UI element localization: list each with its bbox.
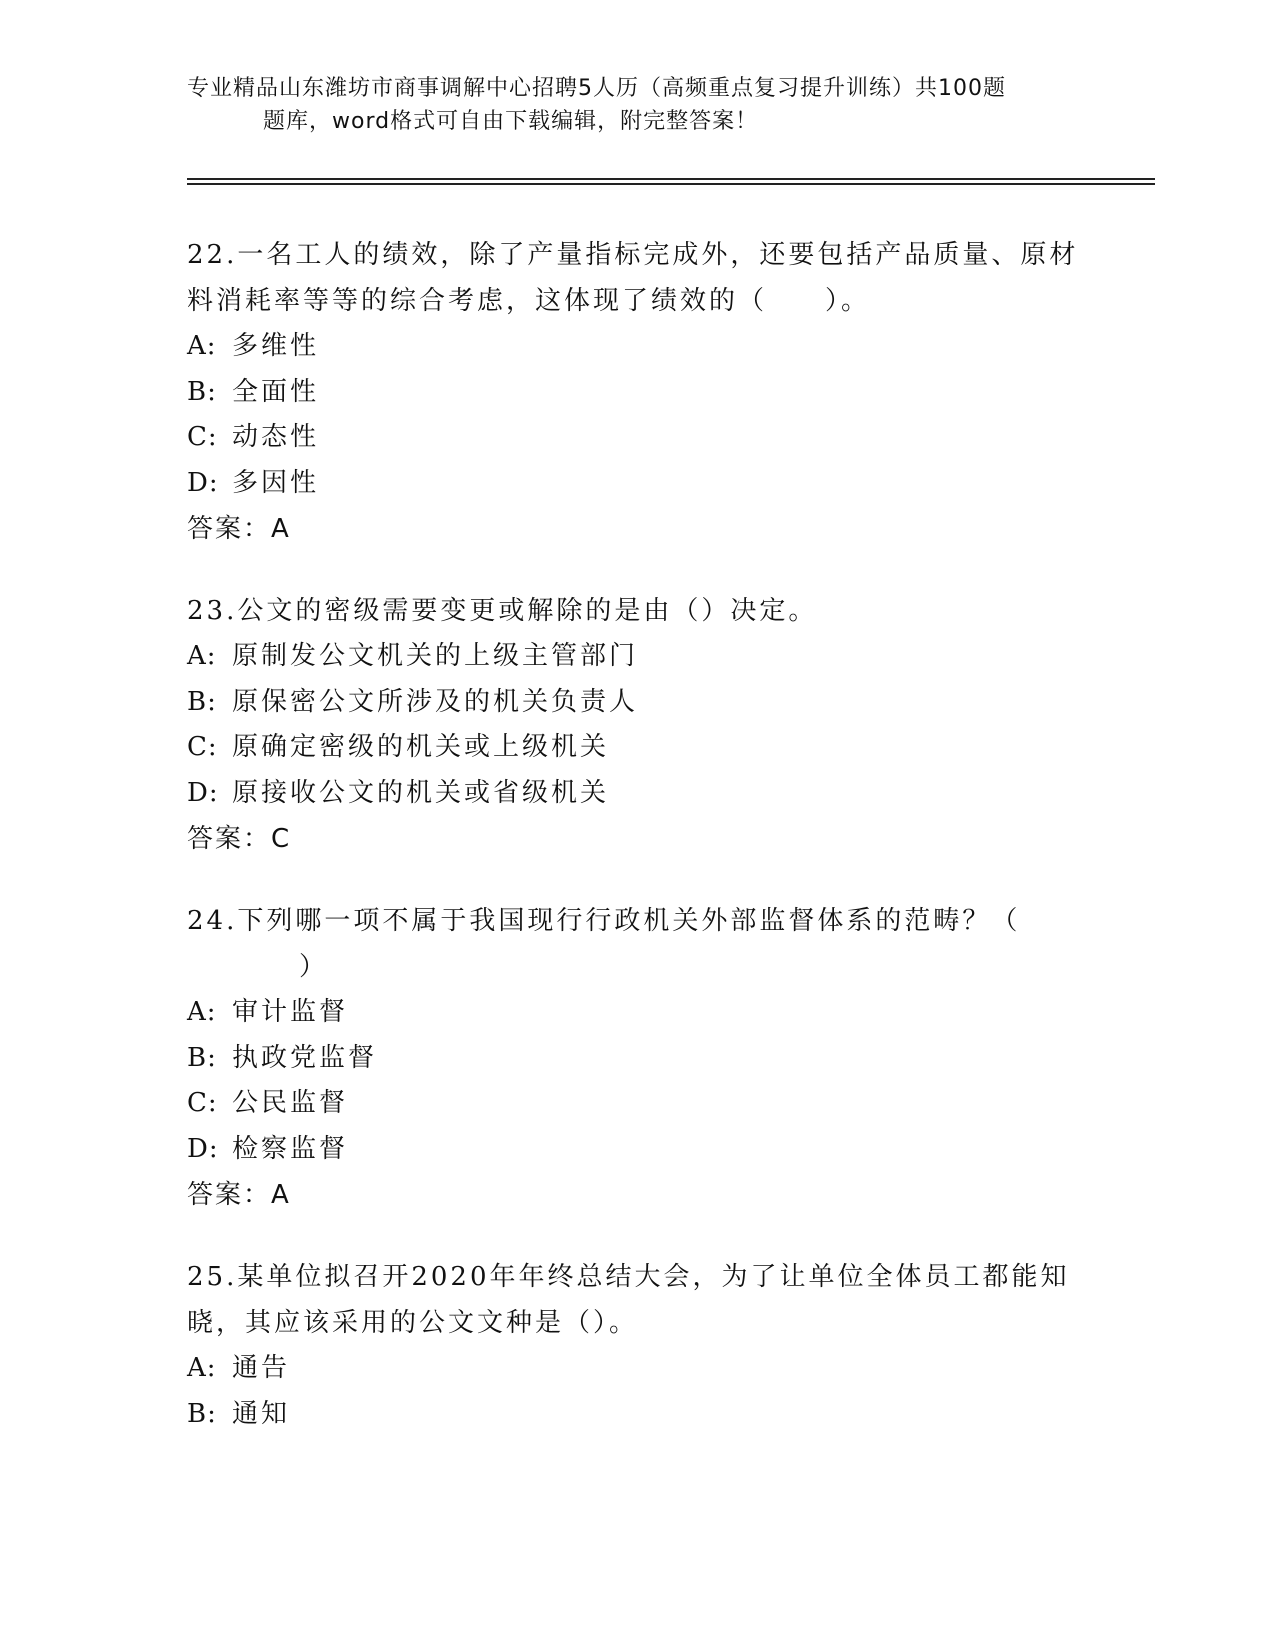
answer-line: 答案：A — [187, 514, 291, 544]
question-text-line2: ） — [299, 952, 329, 982]
question-text — [187, 898, 1087, 990]
question-text-line1: 22.一名工人的绩效，除了产量指标完成外，还要包括产品质量、原材 — [187, 240, 1079, 270]
option-letter: C: — [187, 732, 218, 762]
question-24 — [187, 898, 1087, 1218]
question-text-line1: 25.某单位拟召开2020年年终总结大会，为了让单位全体员工都能知 — [187, 1262, 1070, 1292]
answer-line: 答案：C — [187, 824, 292, 854]
question-25 — [187, 1254, 1087, 1437]
option-letter: C: — [187, 422, 218, 452]
option-text: 通告 — [232, 1353, 291, 1383]
option-a — [187, 324, 1087, 370]
option-b — [187, 370, 1087, 416]
option-text: 多维性 — [232, 331, 320, 361]
question-text-line1: 24.下列哪一项不属于我国现行行政机关外部监督体系的范畴？（ — [187, 906, 1021, 936]
option-d — [187, 1127, 1087, 1173]
header-divider-bottom — [187, 183, 1155, 185]
question-text-line2: 料消耗率等等的综合考虑，这体现了绩效的（ ）。 — [187, 286, 871, 316]
option-d — [187, 771, 1087, 817]
option-text: 动态性 — [232, 422, 320, 452]
option-text: 原接收公文的机关或省级机关 — [232, 777, 610, 808]
option-letter: D: — [187, 1133, 219, 1164]
option-text: 审计监督 — [232, 997, 349, 1027]
option-text: 检察监督 — [232, 1133, 349, 1164]
option-b — [187, 1392, 1087, 1438]
option-letter: D: — [187, 777, 219, 808]
question-text-line1: 23.公文的密级需要变更或解除的是由（）决定。 — [187, 596, 818, 626]
option-letter: B: — [187, 686, 217, 717]
option-d — [187, 461, 1087, 507]
option-text: 全面性 — [232, 376, 320, 407]
option-letter: B: — [187, 1042, 217, 1073]
option-b — [187, 680, 1087, 726]
document-header — [187, 72, 1087, 138]
question-list — [187, 232, 1087, 1473]
option-letter: A: — [187, 331, 217, 361]
question-22 — [187, 232, 1087, 552]
option-letter: A: — [187, 641, 217, 671]
option-a — [187, 634, 1087, 680]
question-23 — [187, 588, 1087, 862]
question-text — [187, 588, 1087, 634]
option-letter: B: — [187, 1398, 217, 1429]
question-text-line2: 晓，其应该采用的公文文种是（）。 — [187, 1308, 639, 1338]
option-text: 通知 — [232, 1398, 291, 1429]
option-text: 执政党监督 — [232, 1042, 378, 1073]
option-letter: A: — [187, 997, 217, 1027]
answer-line: 答案：A — [187, 1180, 291, 1210]
option-a — [187, 990, 1087, 1036]
header-divider-top — [187, 178, 1155, 180]
question-text — [187, 1254, 1087, 1346]
option-text: 原制发公文机关的上级主管部门 — [232, 641, 639, 671]
option-text: 原确定密级的机关或上级机关 — [232, 732, 610, 762]
header-title-line1: 专业精品山东潍坊市商事调解中心招聘5人历（高频重点复习提升训练）共100题 — [187, 76, 1006, 101]
option-c — [187, 1081, 1087, 1127]
option-letter: C: — [187, 1088, 218, 1118]
option-letter: D: — [187, 467, 219, 498]
option-letter: B: — [187, 376, 217, 407]
option-text: 公民监督 — [232, 1088, 349, 1118]
option-c — [187, 415, 1087, 461]
option-text: 多因性 — [232, 467, 320, 498]
option-b — [187, 1036, 1087, 1082]
option-letter: A: — [187, 1353, 217, 1383]
option-a — [187, 1346, 1087, 1392]
option-c — [187, 725, 1087, 771]
header-title-line2: 题库，word格式可自由下载编辑，附完整答案！ — [263, 109, 759, 134]
option-text: 原保密公文所涉及的机关负责人 — [232, 686, 639, 717]
question-text — [187, 232, 1087, 324]
